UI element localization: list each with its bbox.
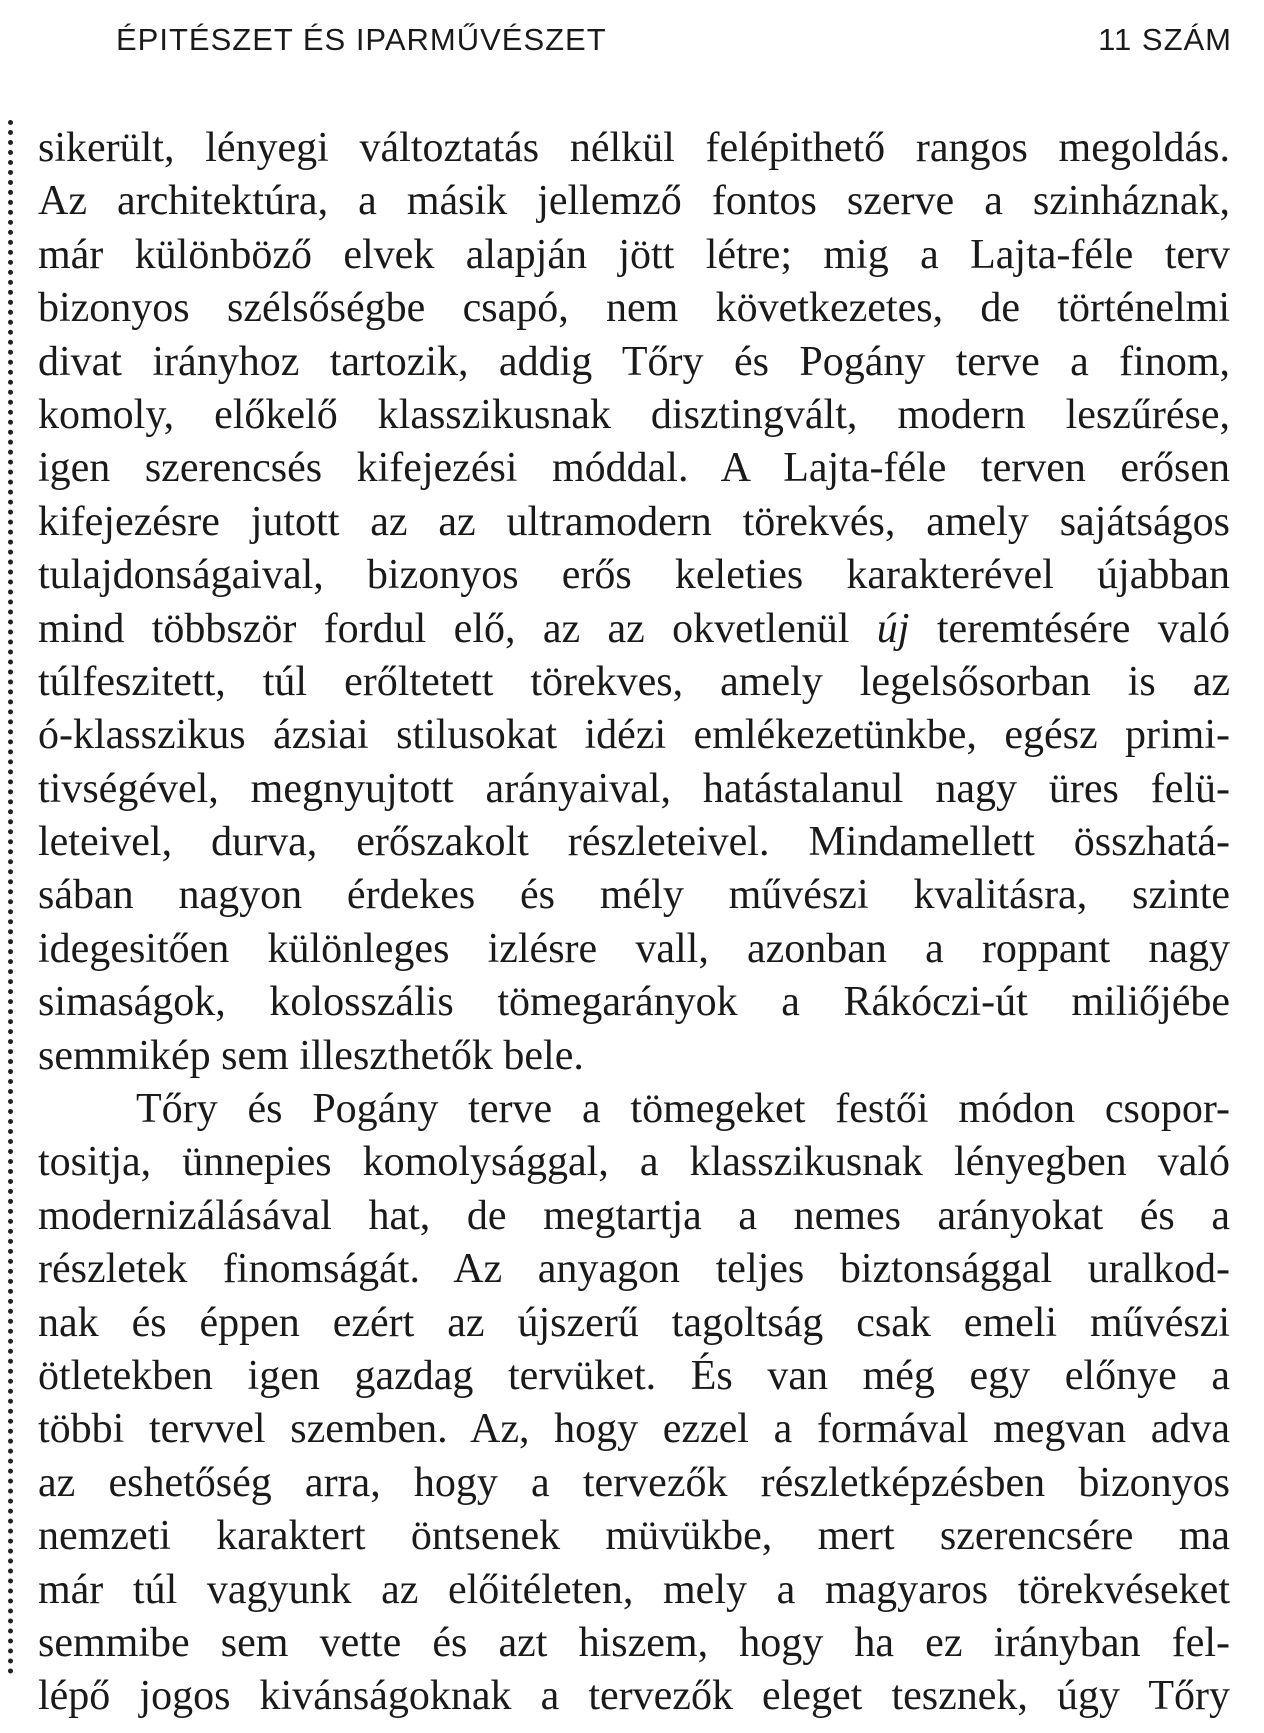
text-line: tivségével, megnyujtott arányaival, hatástalanul nagy üres felü-	[38, 765, 1230, 812]
text-line: az eshetőség arra, hogy a tervezők részletképzésben bizonyos	[38, 1459, 1230, 1506]
journal-title: ÉPITÉSZET ÉS IPARMŰVÉSZET	[116, 22, 607, 57]
text-line: divat irányhoz tartozik, addig Tőry és Pogány terve a finom,	[38, 338, 1230, 385]
text-line: idegesitően különleges izlésre vall, azonban a roppant nagy	[38, 925, 1230, 972]
text-line: nak és éppen ezért az újszerű tagoltság csak emeli művészi	[38, 1299, 1230, 1346]
text-segment: mind többször fordul elő, az az okvetlenül	[38, 605, 850, 652]
text-line: tositja, ünnepies komolysággal, a klasszikusnak lényegben való	[38, 1139, 1230, 1186]
text-line: leteivel, durva, erőszakolt részleteivel. Mindamellett összhatá-	[38, 819, 1230, 866]
text-line-mixed	[38, 603, 1230, 656]
dotted-margin-rule	[8, 120, 13, 1675]
italic-word: új	[876, 605, 910, 652]
text-line: ó-klasszikus ázsiai stilusokat idézi emlékezetünkbe, egész primi-	[38, 712, 1230, 759]
text-line: tulajdonságaival, bizonyos erős keleties karakterével újabban	[38, 552, 1230, 599]
text-line: simaságok, kolosszális tömegarányok a Rákóczi-út miliőjébe	[38, 979, 1230, 1026]
text-line: már különböző elvek alapján jött létre; mig a Lajta-féle terv	[38, 231, 1230, 278]
text-line: túlfeszitett, túl erőltetett törekves, amely legelsősorban is az	[38, 658, 1230, 705]
text-segment: teremtésére való	[936, 605, 1230, 652]
issue-number: 11 SZÁM	[1098, 22, 1232, 57]
text-line: többi tervvel szemben. Az, hogy ezzel a formával megvan adva	[38, 1406, 1230, 1453]
text-line: semmibe sem vette és azt hiszem, hogy ha ez irányban fel-	[38, 1619, 1230, 1666]
text-line: sikerült, lényegi változtatás nélkül felépithető rangos megoldás.	[38, 125, 1230, 171]
text-line: igen szerencsés kifejezési móddal. A Lajta-féle terven erősen	[38, 445, 1230, 492]
text-line: sában nagyon érdekes és mély művészi kvalitásra, szinte	[38, 872, 1230, 919]
text-line: már túl vagyunk az előitéleten, mely a magyaros törekvéseket	[38, 1566, 1230, 1613]
article-body	[38, 122, 1230, 1724]
text-line: bizonyos szélsőségbe csapó, nem következetes, de történelmi	[38, 285, 1230, 332]
text-line: részletek finomságát. Az anyagon teljes biztonsággal uralkod-	[38, 1246, 1230, 1293]
text-line: Az architektúra, a másik jellemző fontos szerve a szinháznak,	[38, 178, 1230, 225]
paragraph-end-line: semmikép sem illeszthetők bele.	[38, 1032, 584, 1079]
running-header	[116, 22, 1232, 72]
text-line: ötletekben igen gazdag tervüket. És van még egy előnye a	[38, 1352, 1230, 1399]
text-line: lépő jogos kivánságoknak a tervezők eleget tesznek, úgy Tőry	[38, 1673, 1230, 1720]
text-line: komoly, előkelő klasszikusnak disztingvált, modern leszűrése,	[38, 391, 1230, 438]
text-line: modernizálásával hat, de megtartja a nemes arányokat és a	[38, 1192, 1230, 1239]
text-line: nemzeti karaktert öntsenek müvükbe, mert szerencsére ma	[38, 1513, 1230, 1560]
text-line: kifejezésre jutott az az ultramodern törekvés, amely sajátságos	[38, 498, 1230, 545]
paragraph-start-line: Tőry és Pogány terve a tömegeket festői módon csopor-	[136, 1086, 1230, 1133]
